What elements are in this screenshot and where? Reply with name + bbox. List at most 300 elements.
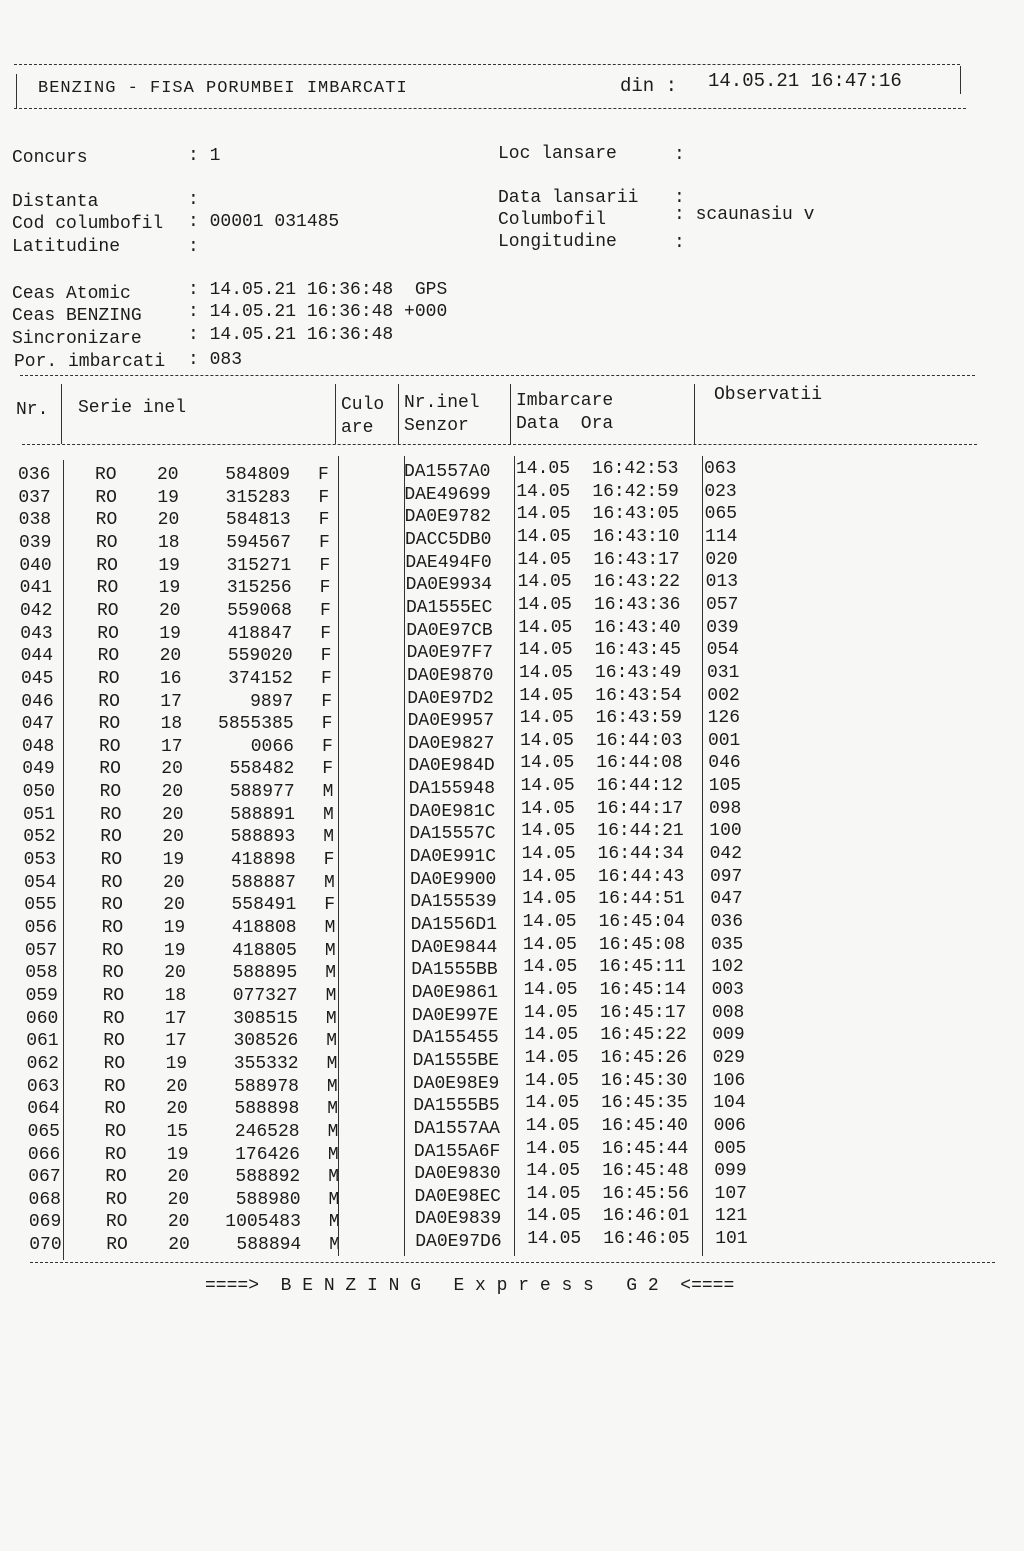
- row-observation: 042: [709, 844, 743, 865]
- table-row: [0, 662, 1024, 692]
- row-sex: M: [328, 1167, 340, 1188]
- row-observation: 065: [704, 504, 738, 525]
- table-row: [0, 844, 1024, 873]
- row-year: 19: [163, 940, 186, 961]
- row-year: 20: [163, 895, 185, 916]
- row-sensor: DA0E9900: [409, 869, 497, 890]
- row-time: 16:46:01: [602, 1206, 690, 1227]
- row-observation: 006: [713, 1115, 746, 1136]
- row-country: RO: [98, 714, 121, 735]
- row-country: RO: [97, 623, 119, 644]
- concurs-value: : 1: [188, 146, 221, 166]
- row-country: RO: [96, 600, 119, 621]
- row-observation: 008: [711, 1002, 745, 1023]
- row-date: 14.05: [525, 1093, 580, 1114]
- row-time: 16:44:51: [598, 889, 685, 910]
- row-date: 14.05: [523, 1002, 578, 1023]
- row-observation: 105: [708, 776, 742, 797]
- row-observation: 020: [705, 549, 738, 570]
- row-time: 16:43:10: [592, 526, 680, 547]
- row-country: RO: [98, 691, 120, 712]
- row-nr: 038: [18, 510, 52, 531]
- row-observation: 003: [711, 979, 744, 1000]
- row-date: 14.05: [521, 866, 576, 887]
- row-country: RO: [103, 1031, 125, 1052]
- row-date: 14.05: [520, 776, 575, 797]
- table-row: [0, 1070, 1024, 1100]
- row-serial: 588892: [235, 1167, 301, 1188]
- row-sex: M: [327, 1121, 339, 1142]
- row-year: 20: [161, 759, 183, 780]
- table-row: [0, 685, 1024, 715]
- row-time: 16:44:43: [597, 866, 685, 887]
- row-date: 14.05: [516, 504, 571, 525]
- row-sensor: DA0E98E9: [412, 1073, 500, 1094]
- por-imbarcati-value: : 083: [188, 350, 243, 370]
- body-divider-imbarcare: [702, 456, 703, 1256]
- row-nr: 063: [26, 1076, 60, 1097]
- row-date: 14.05: [518, 617, 573, 638]
- row-nr: 059: [25, 985, 58, 1006]
- row-year: 20: [167, 1212, 190, 1233]
- row-sensor: DA1555BB: [411, 960, 498, 981]
- col-divider-culoare: [398, 384, 399, 444]
- row-observation: 054: [706, 640, 740, 661]
- row-observation: 063: [704, 459, 737, 479]
- row-country: RO: [95, 487, 117, 508]
- longitudine-value: :: [674, 233, 685, 253]
- row-serial: 5855385: [218, 714, 294, 735]
- row-country: RO: [101, 918, 124, 938]
- col-header-culoare-1: Culo: [341, 395, 385, 415]
- row-country: RO: [106, 1235, 128, 1256]
- row-nr: 041: [19, 578, 53, 599]
- row-country: RO: [99, 804, 122, 825]
- row-date: 14.05: [524, 1047, 579, 1068]
- row-year: 20: [162, 827, 184, 848]
- row-observation: 099: [714, 1161, 747, 1182]
- row-year: 20: [162, 872, 185, 893]
- row-sex: M: [328, 1189, 340, 1210]
- row-sex: F: [318, 532, 330, 553]
- row-date: 14.05: [519, 708, 574, 729]
- row-sensor: DA155455: [412, 1028, 499, 1049]
- row-sex: F: [319, 600, 331, 621]
- row-time: 16:43:36: [593, 594, 681, 615]
- loc-lansare-label: Loc lansare: [498, 144, 617, 164]
- row-year: 19: [162, 850, 185, 871]
- row-date: 14.05: [517, 549, 572, 570]
- table-row: [0, 1206, 1024, 1235]
- row-serial: 588887: [231, 872, 296, 893]
- report-date-label: din :: [620, 75, 678, 97]
- row-observation: 029: [712, 1047, 745, 1068]
- row-serial: 584813: [225, 510, 291, 531]
- row-sensor: DA0E9830: [414, 1164, 501, 1185]
- row-date: 14.05: [522, 889, 577, 910]
- table-header-bottom-border: [22, 444, 977, 445]
- row-country: RO: [97, 646, 120, 667]
- row-sex: M: [329, 1235, 341, 1256]
- row-sex: M: [324, 918, 336, 938]
- row-time: 16:44:03: [595, 730, 683, 751]
- row-country: RO: [105, 1167, 127, 1188]
- row-country: RO: [99, 782, 122, 803]
- body-divider-senzor: [514, 456, 515, 1256]
- row-nr: 057: [24, 940, 58, 961]
- row-sensor: DA0E97CB: [406, 620, 493, 641]
- row-country: RO: [105, 1189, 128, 1210]
- latitudine-value: :: [188, 237, 199, 257]
- col-divider-serie: [335, 384, 336, 444]
- col-divider-imbarcare: [694, 384, 695, 444]
- row-nr: 070: [29, 1235, 62, 1256]
- row-date: 14.05: [518, 640, 573, 661]
- row-nr: 040: [19, 555, 52, 576]
- row-serial: 588894: [236, 1235, 302, 1256]
- row-nr: 061: [26, 1031, 59, 1052]
- row-date: 14.05: [518, 662, 573, 683]
- row-nr: 048: [21, 736, 55, 757]
- row-country: RO: [104, 1144, 127, 1165]
- row-time: 16:45:56: [602, 1183, 689, 1204]
- row-sensor: DA0E98EC: [414, 1186, 501, 1207]
- row-observation: 102: [711, 957, 744, 978]
- table-row: [0, 459, 1024, 488]
- row-nr: 036: [18, 465, 51, 485]
- row-date: 14.05: [526, 1206, 581, 1227]
- row-time: 16:45:40: [601, 1115, 688, 1136]
- row-observation: 039: [706, 617, 739, 638]
- distanta-label: Distanta: [12, 192, 99, 212]
- table-row: [0, 934, 1024, 964]
- columbofil-value: : scaunasiu v: [674, 205, 815, 225]
- row-sex: M: [328, 1212, 340, 1233]
- row-nr: 045: [20, 668, 54, 689]
- row-sensor: DA0E9934: [405, 575, 493, 596]
- cod-columbofil-label: Cod columbofil: [12, 214, 164, 234]
- row-nr: 047: [21, 714, 55, 735]
- col-divider-senzor: [510, 384, 511, 444]
- row-observation: 036: [710, 912, 743, 932]
- row-country: RO: [97, 668, 120, 689]
- row-serial: 176426: [235, 1144, 300, 1165]
- row-nr: 067: [28, 1167, 61, 1188]
- report-title: BENZING - FISA PORUMBEI IMBARCATI: [38, 79, 408, 98]
- table-row: [0, 1025, 1024, 1054]
- row-year: 20: [161, 804, 184, 825]
- row-time: 16:43:59: [595, 708, 683, 729]
- row-serial: 584809: [225, 465, 290, 485]
- row-serial: 0066: [250, 736, 294, 757]
- row-sex: M: [325, 985, 337, 1006]
- row-sex: F: [318, 510, 330, 531]
- row-time: 16:45:35: [601, 1093, 688, 1114]
- table-row: [0, 526, 1024, 556]
- row-observation: 106: [712, 1070, 746, 1091]
- row-time: 16:44:12: [596, 776, 684, 797]
- row-time: 16:45:08: [598, 934, 686, 955]
- row-sex: M: [323, 872, 335, 893]
- row-sensor: DAE49699: [404, 484, 491, 505]
- row-observation: 097: [709, 866, 743, 887]
- cod-columbofil-value: : 00001 031485: [188, 212, 340, 232]
- row-time: 16:45:44: [601, 1138, 689, 1159]
- row-nr: 065: [27, 1121, 60, 1142]
- row-sex: M: [323, 827, 335, 848]
- row-country: RO: [95, 510, 118, 531]
- table-row: [0, 1229, 1024, 1258]
- row-sex: F: [321, 736, 333, 757]
- row-country: RO: [102, 985, 125, 1006]
- row-sex: F: [321, 714, 333, 735]
- table-row: [0, 1161, 1024, 1190]
- row-year: 19: [158, 555, 180, 576]
- row-date: 14.05: [527, 1229, 582, 1250]
- body-divider-serie: [338, 456, 339, 1256]
- row-serial: 594567: [226, 532, 291, 553]
- row-serial: 559020: [227, 646, 293, 667]
- row-serial: 315283: [225, 487, 291, 508]
- col-header-serie: Serie inel: [78, 398, 187, 418]
- row-time: 16:45:04: [598, 912, 686, 932]
- row-nr: 066: [27, 1144, 61, 1165]
- table-row: [0, 1047, 1024, 1077]
- row-year: 20: [167, 1189, 190, 1210]
- row-sex: F: [318, 487, 330, 508]
- row-year: 20: [158, 600, 181, 621]
- row-date: 14.05: [523, 957, 578, 978]
- concurs-label: Concurs: [12, 148, 88, 168]
- row-serial: 588980: [235, 1189, 301, 1210]
- row-serial: 077327: [232, 985, 298, 1006]
- ceas-benzing-value: : 14.05.21 16:36:48 +000: [188, 302, 448, 322]
- row-sex: F: [321, 691, 333, 712]
- table-top-border: [20, 375, 975, 376]
- row-date: 14.05: [520, 798, 575, 819]
- row-serial: 588893: [230, 827, 296, 848]
- col-divider-nr: [61, 384, 62, 444]
- row-time: 16:45:11: [599, 957, 686, 978]
- row-country: RO: [95, 465, 117, 485]
- row-sex: M: [326, 1053, 338, 1074]
- row-sensor: DA0E9957: [407, 711, 495, 732]
- row-observation: 104: [713, 1093, 746, 1114]
- row-serial: 418898: [230, 850, 296, 871]
- table-row: [0, 1002, 1024, 1032]
- row-nr: 068: [28, 1189, 61, 1210]
- row-time: 16:44:34: [597, 844, 685, 865]
- table-row: [0, 866, 1024, 896]
- row-sensor: DA0E997E: [411, 1005, 499, 1026]
- row-serial: 588891: [230, 804, 295, 825]
- row-year: 19: [157, 487, 179, 508]
- row-sex: F: [319, 555, 331, 576]
- row-year: 17: [165, 1031, 187, 1052]
- row-sex: F: [319, 578, 331, 599]
- row-year: 19: [166, 1144, 189, 1165]
- row-sex: M: [325, 963, 337, 984]
- row-serial: 374152: [228, 668, 293, 689]
- row-country: RO: [100, 827, 122, 848]
- table-row: [0, 798, 1024, 828]
- row-observation: 035: [710, 934, 744, 955]
- row-nr: 053: [23, 850, 57, 871]
- row-date: 14.05: [524, 1070, 579, 1091]
- row-sensor: DA0E9839: [414, 1209, 502, 1230]
- row-nr: 051: [22, 804, 56, 825]
- row-year: 18: [164, 985, 187, 1006]
- row-observation: 098: [708, 798, 742, 819]
- row-country: RO: [96, 578, 119, 599]
- row-sex: M: [322, 782, 334, 803]
- row-serial: 308526: [233, 1031, 299, 1052]
- row-nr: 039: [18, 532, 52, 553]
- row-year: 20: [157, 510, 180, 531]
- col-header-imbarcare-2: Data Ora: [516, 414, 614, 434]
- row-year: 20: [164, 963, 186, 984]
- row-observation: 009: [712, 1025, 745, 1046]
- row-date: 14.05: [525, 1138, 580, 1159]
- row-nr: 055: [24, 895, 57, 916]
- table-row: [0, 1093, 1024, 1122]
- header-left-border: [16, 74, 17, 108]
- table-row: [0, 1138, 1024, 1168]
- row-date: 14.05: [521, 821, 576, 842]
- row-date: 14.05: [516, 459, 571, 479]
- row-sensor: DA1555B5: [413, 1096, 500, 1117]
- table-row: [0, 640, 1024, 669]
- row-country: RO: [96, 555, 118, 576]
- table-bottom-border: [30, 1262, 995, 1263]
- row-country: RO: [104, 1121, 127, 1142]
- row-time: 16:44:17: [596, 798, 684, 819]
- row-time: 16:45:48: [602, 1161, 689, 1182]
- row-sex: M: [322, 804, 334, 825]
- row-year: 20: [167, 1167, 189, 1188]
- row-serial: 315256: [226, 578, 292, 599]
- ceas-atomic-label: Ceas Atomic: [12, 284, 131, 304]
- row-date: 14.05: [524, 1025, 579, 1046]
- row-serial: 558482: [229, 759, 295, 780]
- row-observation: 046: [708, 753, 741, 774]
- row-year: 19: [158, 578, 181, 599]
- row-nr: 069: [28, 1212, 62, 1233]
- row-sensor: DA155A6F: [413, 1141, 501, 1162]
- row-serial: 418805: [232, 940, 297, 961]
- row-nr: 062: [26, 1053, 59, 1074]
- row-sensor: DA1555EC: [405, 597, 493, 618]
- row-year: 20: [161, 782, 184, 803]
- row-date: 14.05: [520, 753, 575, 774]
- row-year: 19: [159, 623, 181, 644]
- row-sex: M: [327, 1099, 339, 1120]
- row-sensor: DA1557A0: [404, 462, 491, 482]
- row-year: 17: [160, 691, 182, 712]
- row-time: 16:43:22: [593, 572, 681, 593]
- row-serial: 588895: [232, 963, 298, 984]
- row-year: 20: [159, 646, 182, 667]
- row-observation: 002: [707, 685, 740, 706]
- table-row: [0, 753, 1024, 782]
- row-observation: 126: [707, 708, 741, 729]
- row-time: 16:43:45: [594, 640, 682, 661]
- col-header-observatii: Observatii: [714, 385, 823, 405]
- row-year: 18: [157, 532, 180, 553]
- row-nr: 042: [19, 600, 53, 621]
- row-country: RO: [95, 532, 118, 553]
- row-sensor: DA1556D1: [410, 915, 498, 935]
- row-observation: 013: [705, 572, 739, 593]
- row-sensor: DA1557AA: [413, 1118, 500, 1139]
- table-row: [0, 979, 1024, 1009]
- row-year: 20: [166, 1099, 188, 1120]
- table-row: [0, 957, 1024, 986]
- table-row: [0, 549, 1024, 579]
- row-country: RO: [100, 872, 123, 893]
- row-date: 14.05: [522, 912, 577, 932]
- row-time: 16:45:22: [600, 1025, 687, 1046]
- row-serial: 9897: [250, 691, 294, 712]
- row-year: 20: [157, 465, 179, 485]
- row-serial: 588977: [229, 782, 295, 803]
- row-nr: 054: [23, 872, 57, 893]
- row-observation: 057: [705, 594, 739, 615]
- row-observation: 114: [704, 526, 738, 547]
- por-imbarcati-label: Por. imbarcati: [14, 352, 166, 372]
- row-observation: 047: [710, 889, 743, 910]
- row-sensor: DA0E981C: [408, 801, 496, 822]
- row-year: 20: [168, 1235, 190, 1256]
- row-sensor: DA155539: [410, 892, 497, 913]
- body-divider-culoare: [404, 456, 405, 1256]
- data-lansarii-value: :: [674, 188, 685, 208]
- row-serial: 1005483: [225, 1212, 301, 1233]
- row-sensor: DA0E984D: [408, 756, 495, 777]
- table-row: [0, 504, 1024, 533]
- row-sensor: DA0E9782: [404, 507, 492, 528]
- row-sensor: DA0E97D6: [415, 1232, 502, 1253]
- distanta-value: :: [188, 190, 199, 210]
- row-nr: 064: [27, 1099, 60, 1120]
- footer-banner: ====> B E N Z I N G E x p r e s s G 2 <====: [205, 1276, 735, 1296]
- row-time: 16:44:21: [597, 821, 684, 842]
- row-time: 16:45:17: [599, 1002, 687, 1023]
- row-time: 16:43:05: [592, 504, 680, 525]
- row-country: RO: [101, 895, 123, 916]
- row-year: 15: [166, 1121, 189, 1142]
- table-row: [0, 889, 1024, 918]
- row-time: 16:42:59: [592, 481, 679, 502]
- report-date-value: 14.05.21 16:47:16: [708, 70, 902, 92]
- table-row: [0, 730, 1024, 760]
- row-sex: F: [318, 465, 329, 485]
- row-time: 16:43:54: [595, 685, 682, 706]
- col-header-nr: Nr.: [16, 400, 49, 420]
- row-sex: F: [324, 895, 336, 916]
- row-observation: 031: [706, 662, 740, 683]
- row-time: 16:45:30: [600, 1070, 688, 1091]
- row-year: 16: [159, 668, 182, 689]
- row-sex: M: [325, 1008, 337, 1029]
- row-nr: 058: [25, 963, 58, 984]
- row-sensor: DA0E991C: [409, 847, 497, 868]
- row-nr: 050: [22, 782, 56, 803]
- data-lansarii-label: Data lansarii: [498, 188, 639, 208]
- row-time: 16:43:17: [593, 549, 680, 570]
- row-year: 18: [160, 714, 183, 735]
- row-date: 14.05: [517, 594, 572, 615]
